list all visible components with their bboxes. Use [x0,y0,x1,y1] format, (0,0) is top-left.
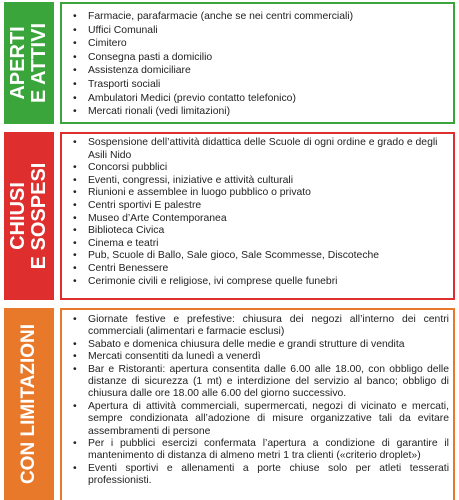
list-item: • Apertura di attività commerciali, supermercati, negozi di vicinato e mercati, sempre condizionata all’adozione di misure organizzative tali da evitare assembramenti di persone [66,401,449,438]
section-aperti-e-attivi [4,2,455,124]
list-item: • Consegna pasti a domicilio [66,51,449,65]
list-item: • Centri sportivi E palestre [66,200,449,213]
list-item: • Cinema e teatri [66,238,449,251]
list-item: • Cimitero [66,37,449,51]
list-item: • Biblioteca Civica [66,225,449,238]
item-list [66,314,449,488]
list-item: • Trasporti sociali [66,78,449,92]
item-list [66,137,449,288]
section-con-limitazioni [4,308,455,500]
list-item: • Bar e Ristoranti: apertura consentita dalle 6.00 alle 18.00, con obbligo delle distanze di sicurezza (1 mt) e interdizione del servizio al banco; obbligo di chiusura dalle ore 18.00 alle 6.00 del giorno successivo. [66,364,449,401]
section-label-line: E ATTIVI [28,23,50,103]
list-item: • Giornate festive e prefestive: chiusura dei negozi all’interno dei centri commerciali (alimentari e farmacie esclusi) [66,314,449,339]
list-item: • Eventi sportivi e allenamenti a porte chiuse solo per atleti tesserati professionisti. [66,463,449,488]
section-label-line: APERTI [7,26,29,100]
list-item: • Mercati consentiti da lunedì a venerdì [66,351,449,363]
list-item: • Ambulatori Medici (previo contatto telefonico) [66,92,449,106]
list-item: • Mercati rionali (vedi limitazioni) [66,105,449,119]
section-label-line: CON LIMITAZIONI [18,323,40,485]
list-item: • Assistenza domiciliare [66,64,449,78]
section-label-line: CHIUSI [7,182,29,250]
list-item: • Farmacie, parafarmacie (anche se nei centri commerciali) [66,10,449,24]
section-label [19,324,39,484]
list-item: • Pub, Scuole di Ballo, Sale gioco, Sale Scommesse, Discoteche [66,250,449,263]
list-item: • Eventi, congressi, iniziative e attività culturali [66,175,449,188]
list-item: • Uffici Comunali [66,24,449,38]
list-item: • Riunioni e assemblee in luogo pubblico o privato [66,187,449,200]
list-item: • Museo d’Arte Contemporanea [66,213,449,226]
list-item: • Sospensione dell’attività didattica delle Scuole di ogni ordine e grado e degli Asili Nido [66,137,449,162]
list-item: • Centri Benessere [66,263,449,276]
list-item: • Cerimonie civili e religiose, ivi comprese quelle funebri [66,276,449,289]
section-chiusi-e-sospesi [4,132,455,300]
section-content [60,2,455,124]
list-item: • Sabato e domenica chiusura delle medie e grandi strutture di vendita [66,339,449,351]
section-content [60,308,455,500]
section-label-band [4,132,54,300]
section-content [60,132,455,300]
item-list [66,10,449,119]
list-item: • Concorsi pubblici [66,162,449,175]
list-item: • Per i pubblici esercizi confermata l’apertura a condizione di garantire il mantenimento di distanza di almeno metri 1 tra clienti («criterio droplet») [66,438,449,463]
section-label [8,23,50,103]
section-label-line: E SOSPESI [28,162,50,270]
section-label-band [4,308,54,500]
section-label [8,163,50,270]
section-label-band [4,2,54,124]
